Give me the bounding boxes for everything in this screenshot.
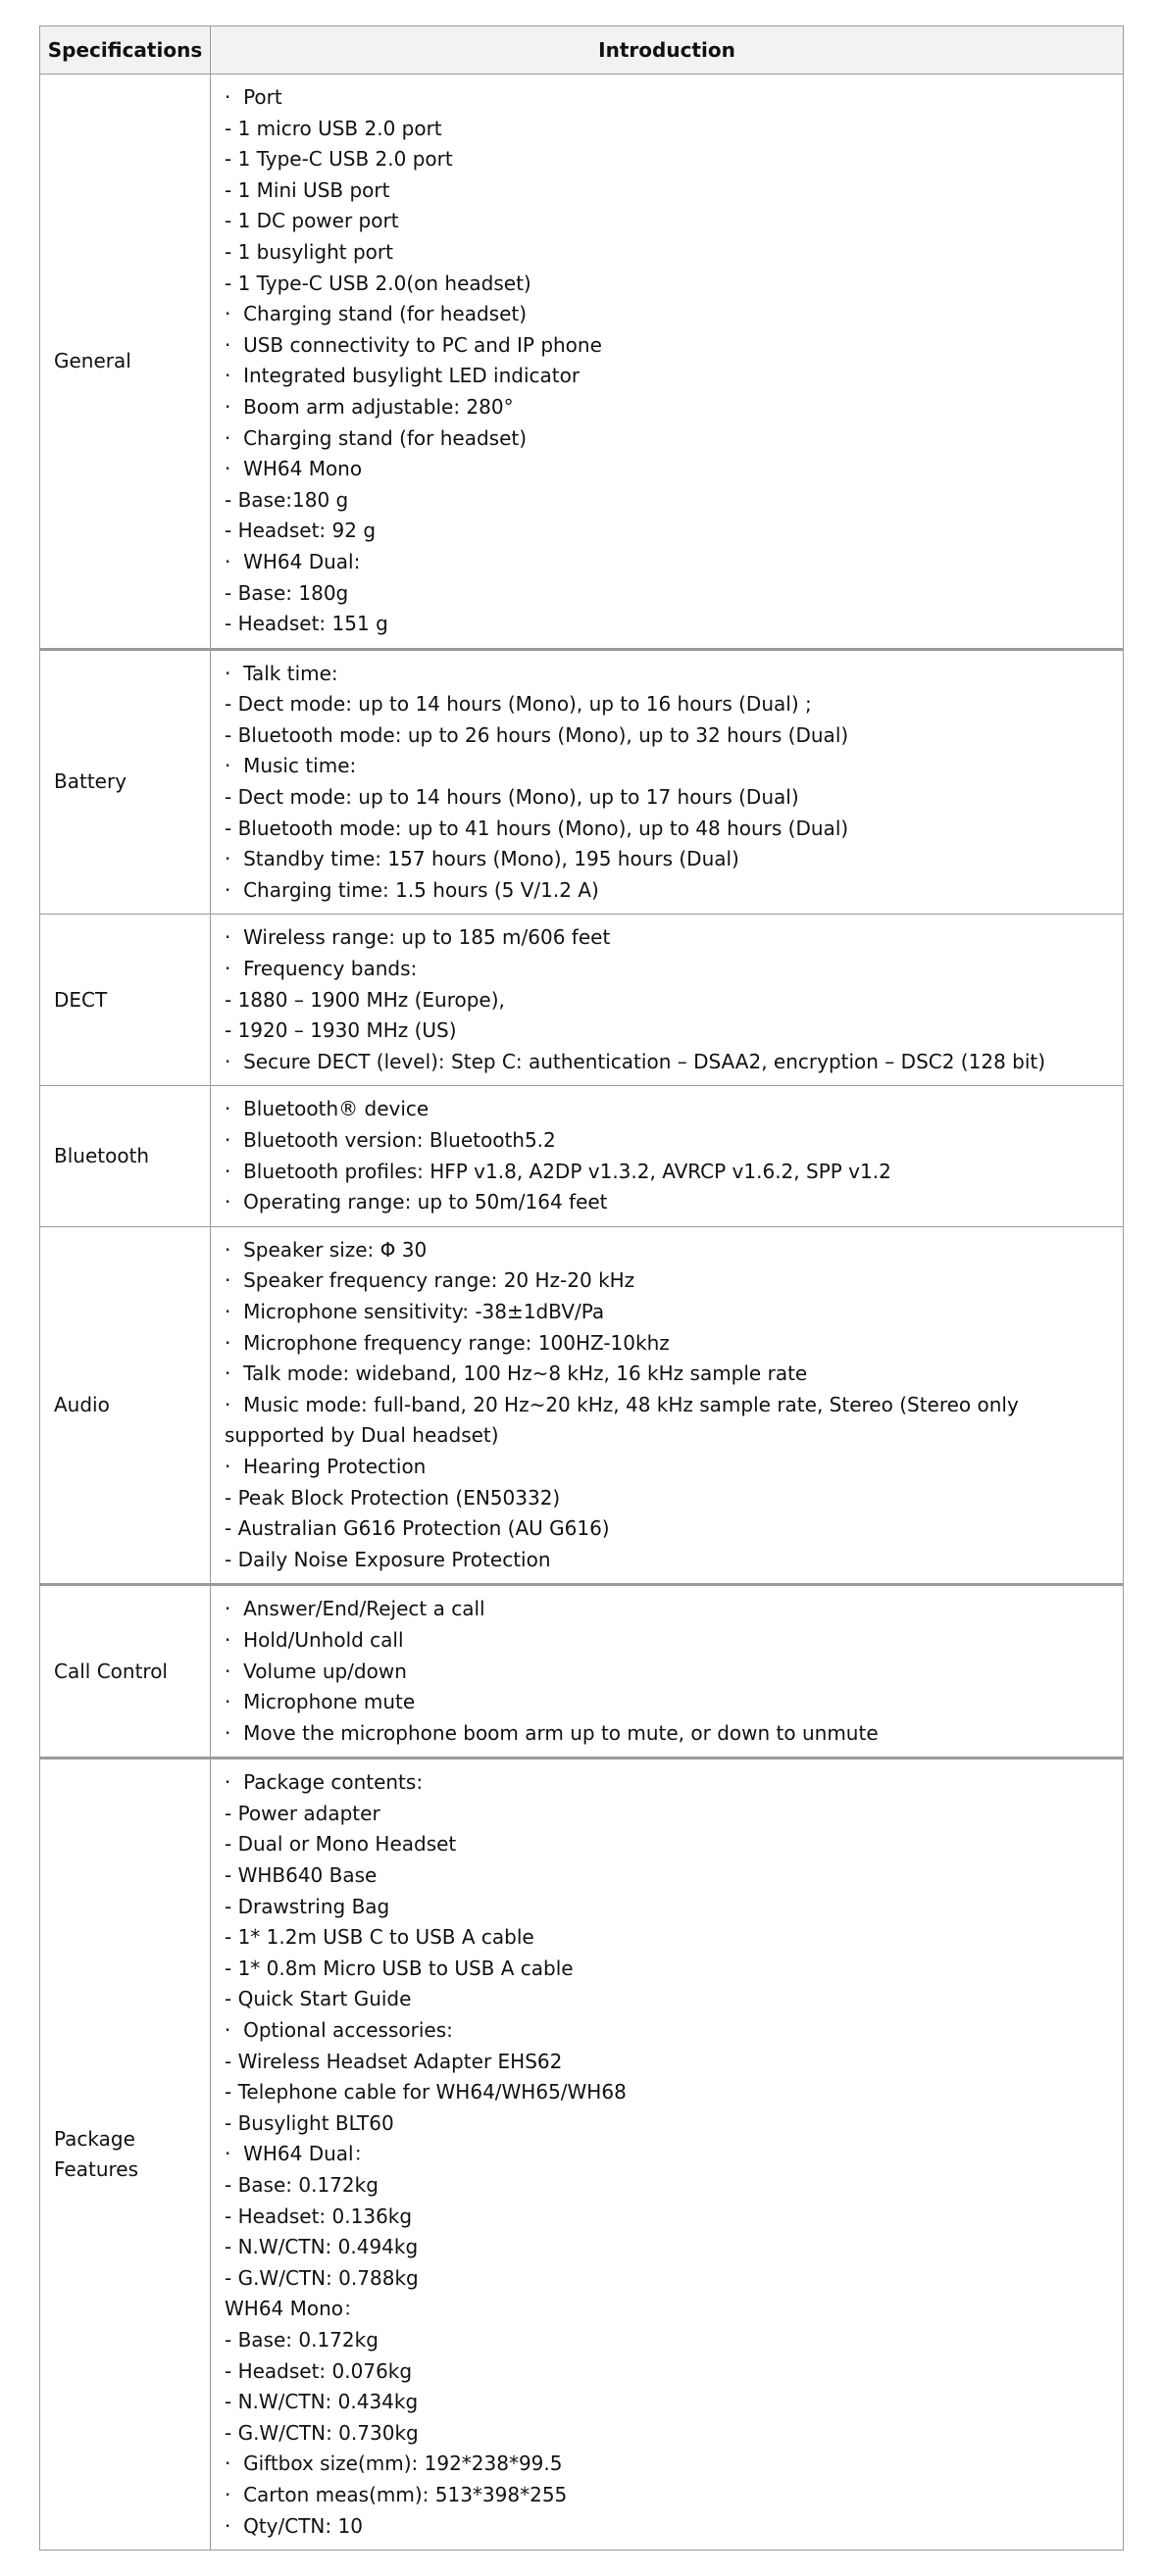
spec-line: · Hold/Unhold call	[225, 1627, 404, 1652]
spec-line: · WH64 Dual：	[225, 2142, 374, 2166]
spec-line: · Speaker frequency range: 20 Hz-20 kHz	[225, 1268, 635, 1293]
spec-line: · Port	[225, 85, 282, 109]
spec-details	[211, 74, 1124, 650]
spec-line: - Dect mode: up to 14 hours (Mono), up to 17 hours (Dual)	[225, 785, 799, 810]
spec-category: Battery	[40, 649, 211, 915]
spec-line: - Quick Start Guide	[225, 1987, 412, 2011]
specifications-table	[39, 25, 1124, 2551]
spec-line: · Microphone mute	[225, 1690, 416, 1714]
spec-line: - Dual or Mono Headset	[225, 1832, 457, 1857]
spec-line: · Charging stand (for headset)	[225, 302, 528, 326]
table-header-row	[40, 26, 1124, 74]
spec-line: · Bluetooth version: Bluetooth5.2	[225, 1128, 556, 1152]
spec-line: · Operating range: up to 50m/164 feet	[225, 1190, 608, 1214]
spec-line: - Base: 0.172kg	[225, 2173, 379, 2197]
spec-line: · Wireless range: up to 185 m/606 feet	[225, 925, 611, 950]
spec-line: · Boom arm adjustable: 280°	[225, 394, 514, 419]
spec-line: · Microphone sensitivity: -38±1dBV/Pa	[225, 1299, 605, 1323]
table-row	[40, 915, 1124, 1086]
spec-details	[211, 1086, 1124, 1226]
spec-line: - Bluetooth mode: up to 26 hours (Mono), up to 32 hours (Dual)	[225, 722, 849, 747]
spec-line: - Base: 0.172kg	[225, 2327, 379, 2352]
spec-line: - 1880 – 1900 MHz (Europe),	[225, 987, 505, 1012]
spec-line: - WHB640 Base	[225, 1863, 378, 1888]
spec-line: - N.W/CTN: 0.434kg	[225, 2390, 419, 2414]
spec-line: · Hearing Protection	[225, 1454, 427, 1478]
spec-line: · Bluetooth profiles: HFP v1.8, A2DP v1.3.2, AVRCP v1.6.2, SPP v1.2	[225, 1159, 891, 1183]
spec-line: - 1* 0.8m Micro USB to USB A cable	[225, 1956, 574, 1980]
table-row	[40, 1759, 1124, 2551]
spec-line: - Base: 180g	[225, 580, 349, 605]
spec-category: Bluetooth	[40, 1086, 211, 1226]
spec-details	[211, 649, 1124, 915]
spec-category: Package Features	[40, 1759, 211, 2551]
spec-line: · Music mode: full-band, 20 Hz~20 kHz, 48 kHz sample rate, Stereo (Stereo only supported by Dual headset)	[225, 1392, 1026, 1448]
table-row	[40, 649, 1124, 915]
spec-line: · Optional accessories:	[225, 2018, 453, 2043]
spec-details	[211, 915, 1124, 1086]
spec-line: - N.W/CTN: 0.494kg	[225, 2235, 419, 2259]
table-row	[40, 1086, 1124, 1226]
spec-line: · Integrated busylight LED indicator	[225, 364, 581, 388]
spec-line: · Carton meas(mm): 513*398*255	[225, 2482, 568, 2506]
spec-line: - Busylight BLT60	[225, 2110, 394, 2135]
spec-category: Audio	[40, 1226, 211, 1585]
spec-line: WH64 Mono：	[225, 2297, 364, 2321]
spec-line: - Base:180 g	[225, 487, 349, 512]
spec-line: - Wireless Headset Adapter EHS62	[225, 2049, 563, 2073]
spec-line: · Charging time: 1.5 hours (5 V/1.2 A)	[225, 877, 599, 902]
header-specifications: Specifications	[40, 26, 211, 74]
spec-line: · Music time:	[225, 754, 357, 778]
spec-line: · Charging stand (for headset)	[225, 425, 528, 450]
spec-category: General	[40, 74, 211, 650]
spec-line: · USB connectivity to PC and IP phone	[225, 332, 602, 357]
spec-line: - Bluetooth mode: up to 41 hours (Mono), up to 48 hours (Dual)	[225, 816, 849, 840]
spec-line: - Drawstring Bag	[225, 1894, 390, 1918]
spec-line: · Frequency bands:	[225, 957, 418, 981]
spec-line: - Daily Noise Exposure Protection	[225, 1547, 551, 1571]
spec-line: · Move the microphone boom arm up to mute, or down to unmute	[225, 1720, 879, 1745]
spec-line: · Standby time: 157 hours (Mono), 195 hours (Dual)	[225, 847, 739, 871]
spec-line: · Secure DECT (level): Step C: authentication – DSAA2, encryption – DSC2 (128 bit)	[225, 1049, 1046, 1073]
spec-details	[211, 1759, 1124, 2551]
spec-line: - Headset: 92 g	[225, 519, 377, 543]
spec-line: - 1 micro USB 2.0 port	[225, 116, 442, 140]
spec-line: - Headset: 0.136kg	[225, 2204, 413, 2228]
spec-line: - 1 Mini USB port	[225, 177, 390, 202]
spec-line: · Talk time:	[225, 661, 338, 685]
spec-line: - G.W/CTN: 0.788kg	[225, 2265, 419, 2290]
table-body	[40, 74, 1124, 2551]
spec-line: - 1920 – 1930 MHz (US)	[225, 1018, 457, 1043]
spec-line: - 1 DC power port	[225, 209, 399, 233]
spec-line: · Talk mode: wideband, 100 Hz~8 kHz, 16 kHz sample rate	[225, 1362, 808, 1386]
header-introduction: Introduction	[211, 26, 1124, 74]
spec-line: · Speaker size: Φ 30	[225, 1237, 428, 1262]
spec-line: - 1 Type-C USB 2.0 port	[225, 147, 453, 172]
spec-line: - 1 Type-C USB 2.0(on headset)	[225, 271, 531, 295]
spec-line: · WH64 Mono	[225, 457, 363, 481]
spec-line: - Headset: 151 g	[225, 612, 388, 636]
spec-line: · Package contents:	[225, 1770, 424, 1795]
spec-line: · Answer/End/Reject a call	[225, 1597, 485, 1621]
spec-category: DECT	[40, 915, 211, 1086]
spec-line: - Headset: 0.076kg	[225, 2358, 413, 2383]
table-row	[40, 1226, 1124, 1585]
spec-line: - Peak Block Protection (EN50332)	[225, 1485, 561, 1510]
spec-details	[211, 1226, 1124, 1585]
spec-line: · Giftbox size(mm): 192*238*99.5	[225, 2452, 563, 2476]
spec-category: Call Control	[40, 1585, 211, 1759]
table-row	[40, 74, 1124, 650]
spec-line: - 1 busylight port	[225, 239, 393, 264]
spec-line: - Telephone cable for WH64/WH65/WH68	[225, 2080, 627, 2105]
spec-line: · Bluetooth® device	[225, 1097, 429, 1121]
spec-line: · WH64 Dual:	[225, 549, 361, 573]
spec-line: - 1* 1.2m USB C to USB A cable	[225, 1925, 534, 1950]
spec-line: - Dect mode: up to 14 hours (Mono), up to 16 hours (Dual) ;	[225, 692, 812, 717]
spec-line: · Microphone frequency range: 100HZ-10khz	[225, 1330, 670, 1355]
spec-details	[211, 1585, 1124, 1759]
spec-line: · Qty/CTN: 10	[225, 2513, 363, 2538]
spec-line: - Power adapter	[225, 1801, 380, 1825]
spec-line: - G.W/CTN: 0.730kg	[225, 2420, 419, 2445]
table-row	[40, 1585, 1124, 1759]
spec-line: · Volume up/down	[225, 1659, 407, 1683]
spec-line: - Australian G616 Protection (AU G616)	[225, 1516, 610, 1541]
